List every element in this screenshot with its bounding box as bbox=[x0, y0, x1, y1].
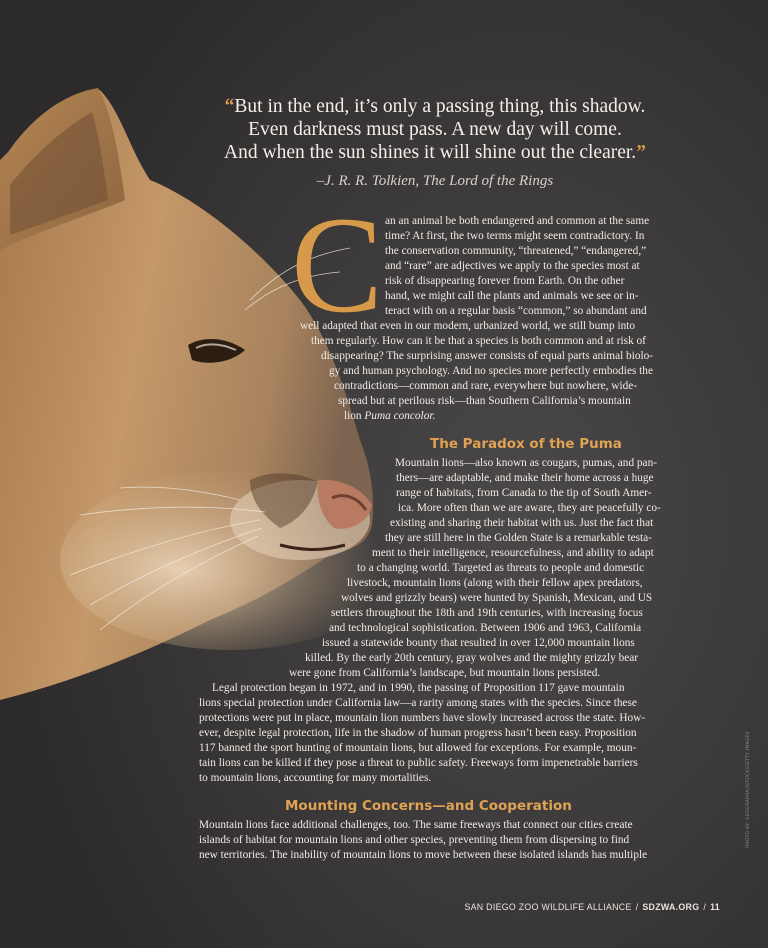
quote-attribution: –J. R. R. Tolkien, The Lord of the Rings bbox=[316, 173, 554, 189]
intro-line: and “rare” are adjectives we apply to the species most at bbox=[385, 260, 640, 272]
footer-website: SDZWA.ORG bbox=[642, 902, 700, 912]
page-footer: SAN DIEGO ZOO WILDLIFE ALLIANCE / SDZWA.ORG / 11 bbox=[464, 902, 720, 912]
body-line: thers—are adaptable, and make their home across a huge bbox=[396, 472, 654, 484]
intro-line: them regularly. How can it be that a species is both common and at risk of bbox=[311, 335, 646, 347]
body-line: existing and sharing their habitat with us. Just the fact that bbox=[390, 517, 654, 529]
body-line: and technological sophistication. Between 1906 and 1963, California bbox=[329, 622, 642, 634]
body-line: 117 banned the sport hunting of mountain lions, but allowed for exceptions. For example, moun- bbox=[199, 742, 637, 754]
body-line: killed. By the early 20th century, gray wolves and the mighty grizzly bear bbox=[305, 652, 639, 664]
body-line: protections were put in place, mountain lion numbers have slowly increased across the state. How- bbox=[199, 712, 646, 724]
intro-line: teract with on a regular basis “common,” so abundant and bbox=[385, 305, 647, 317]
intro-line: time? At first, the two terms might seem contradictory. In bbox=[385, 230, 645, 242]
body-line: ica. More often than we are aware, they are peacefully co- bbox=[398, 502, 661, 514]
body-line: tain lions can be killed if they pose a threat to public safety. Freeways form impenetrable barriers bbox=[199, 757, 638, 769]
body-line: they are still here in the Golden State is a remarkable testa- bbox=[385, 532, 652, 544]
body-line: Legal protection began in 1972, and in 1990, the passing of Proposition 117 gave mountain bbox=[212, 682, 625, 694]
body-line: were gone from California’s landscape, but mountain lions persisted. bbox=[289, 667, 601, 679]
quote-line-2: Even darkness must pass. A new day will come. bbox=[248, 119, 622, 140]
body-line: livestock, mountain lions (along with their fellow apex predators, bbox=[347, 577, 643, 589]
intro-line: gy and human psychology. And no species more perfectly embodies the bbox=[329, 365, 653, 377]
intro-line: spread but at perilous risk—than Southern California’s mountain bbox=[338, 395, 631, 407]
body-line: ever, despite legal protection, life in the shadow of human progress hasn’t been easy. Proposition bbox=[199, 727, 637, 739]
body-line: issued a statewide bounty that resulted in over 12,000 mountain lions bbox=[322, 637, 635, 649]
pull-quote bbox=[190, 95, 680, 164]
photo-credit: PHOTO BY: GEOGRAPHA/ISTOCK/GETTY IMAGES bbox=[746, 731, 751, 848]
intro-line: contradictions—common and rare, everywhere but nowhere, wide- bbox=[334, 380, 638, 392]
intro-line-last bbox=[344, 409, 435, 424]
section-heading-concerns: Mounting Concerns—and Cooperation bbox=[285, 798, 572, 814]
quote-line-1: But in the end, it’s only a passing thing, this shadow. bbox=[234, 96, 646, 117]
page-number: 11 bbox=[710, 902, 720, 912]
body-line: Mountain lions face additional challenges, too. The same freeways that connect our cities create bbox=[199, 819, 633, 831]
footer-org: SAN DIEGO ZOO WILDLIFE ALLIANCE bbox=[464, 902, 632, 912]
intro-line: hand, we might call the plants and animals we see or in- bbox=[385, 290, 639, 302]
body-line: new territories. The inability of mountain lions to move between these isolated islands has multiple bbox=[199, 849, 648, 861]
species-name: Puma concolor. bbox=[364, 410, 436, 422]
body-line: wolves and grizzly bears) were hunted by Spanish, Mexican, and US bbox=[341, 592, 653, 604]
intro-line: disappearing? The surprising answer consists of equal parts animal biolo- bbox=[321, 350, 654, 362]
body-line: to mountain lions, accounting for many mortalities. bbox=[199, 772, 432, 784]
intro-line: well adapted that even in our modern, urbanized world, we still bump into bbox=[300, 320, 636, 332]
body-line: to a changing world. Targeted as threats to people and domestic bbox=[357, 562, 645, 574]
intro-line: the conservation community, “threatened,” “endangered,” bbox=[385, 245, 647, 257]
body-line: islands of habitat for mountain lions and other species, preventing them from dispersing to find bbox=[199, 834, 630, 846]
intro-line: an an animal be both endangered and common at the same bbox=[385, 215, 650, 227]
body-line: range of habitats, from Canada to the tip of South Amer- bbox=[396, 487, 652, 499]
body-line: settlers throughout the 18th and 19th centuries, with increasing focus bbox=[331, 607, 643, 619]
drop-cap: C bbox=[291, 188, 384, 341]
close-quote-mark: ” bbox=[636, 142, 646, 163]
body-line: ment to their intelligence, resourcefulness, and ability to adapt bbox=[372, 547, 654, 559]
open-quote-mark: “ bbox=[224, 96, 235, 117]
body-line: lions special protection under California law—a rarity among states with the species. Since these bbox=[199, 697, 637, 709]
intro-lion-prefix: lion bbox=[344, 410, 365, 422]
quote-line-3: And when the sun shines it will shine out the clearer. bbox=[224, 142, 637, 163]
body-line: Mountain lions—also known as cougars, pumas, and pan- bbox=[395, 457, 657, 469]
intro-line: risk of disappearing forever from Earth. On the other bbox=[385, 275, 625, 287]
section-heading-paradox: The Paradox of the Puma bbox=[430, 436, 622, 452]
